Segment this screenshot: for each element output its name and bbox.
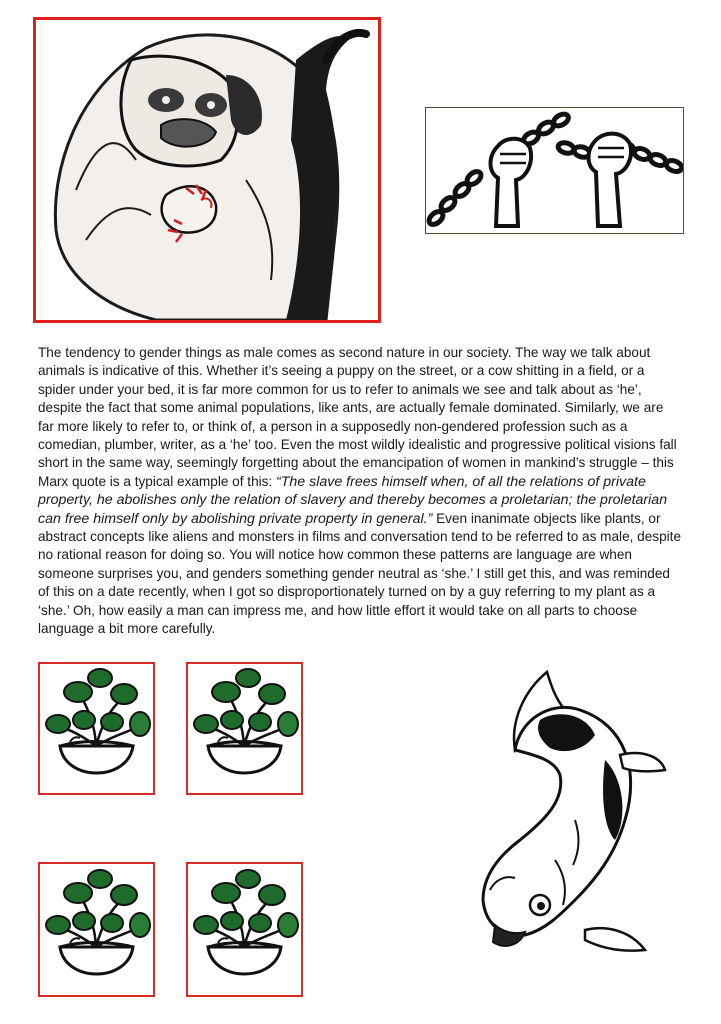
broken-chains-illustration <box>426 108 683 233</box>
fish-illustration-wrap <box>455 660 675 985</box>
fish-illustration <box>455 660 675 985</box>
essay-paragraph-end: Even inanimate objects like plants, or abstract concepts like aliens and monsters in films and conversation tend to be referred to as male, despite no rational reason for doing so. You will notice how common these patterns are language are when someone surprises you, and genders something gender neutral as ‘she.’ I still get this, and was reminded of this on a date recently, when I got so disproportionately turned on by a guy referring to my plant as a ‘she.’ Oh, how easily a man can impress me, and how little effort it would take on all parts to choose language a bit more carefully. <box>38 510 682 637</box>
potted-plant-illustration <box>188 864 301 995</box>
dog-illustration-frame <box>33 17 381 323</box>
potted-plant-illustration <box>188 664 301 793</box>
essay-paragraph-start: The tendency to gender things as male comes as second nature in our society. The way we talk about animals is indicative of this. Whether it’s seeing a puppy on the street, or a cow shitting in a field, or a spider under your bed, it is far more common for us to refer to animals we see and talk about as ‘he’, despite the fact that some animal populations, like ants, are actually female dominated. Similarly, we are far more likely to refer to, or think of, a person in a supposedly non-gendered profession such as a comedian, plumber, writer, as a ‘he’ too. Even the most wildly idealistic and progressive political visions fall short in the same way, seemingly forgetting about the emancipation of women in mankind’s struggle – this Marx quote is a typical example of this: <box>38 345 677 489</box>
dog-illustration <box>36 20 378 320</box>
potted-plant-illustration <box>40 864 153 995</box>
plant-frame-top-right <box>186 662 303 795</box>
plant-frame-top-left <box>38 662 155 795</box>
plant-frame-bottom-right <box>186 862 303 997</box>
marx-quote: “The slave frees himself when, of all the relations of private property, he abolishes only the relation of slavery and thereby becomes a proletarian; the proletarian can free himself only by abolishing private property in general.” <box>38 473 668 527</box>
plant-frame-bottom-left <box>38 862 155 997</box>
potted-plant-illustration <box>40 664 153 793</box>
essay-text <box>38 344 683 639</box>
broken-chains-frame <box>425 107 684 234</box>
